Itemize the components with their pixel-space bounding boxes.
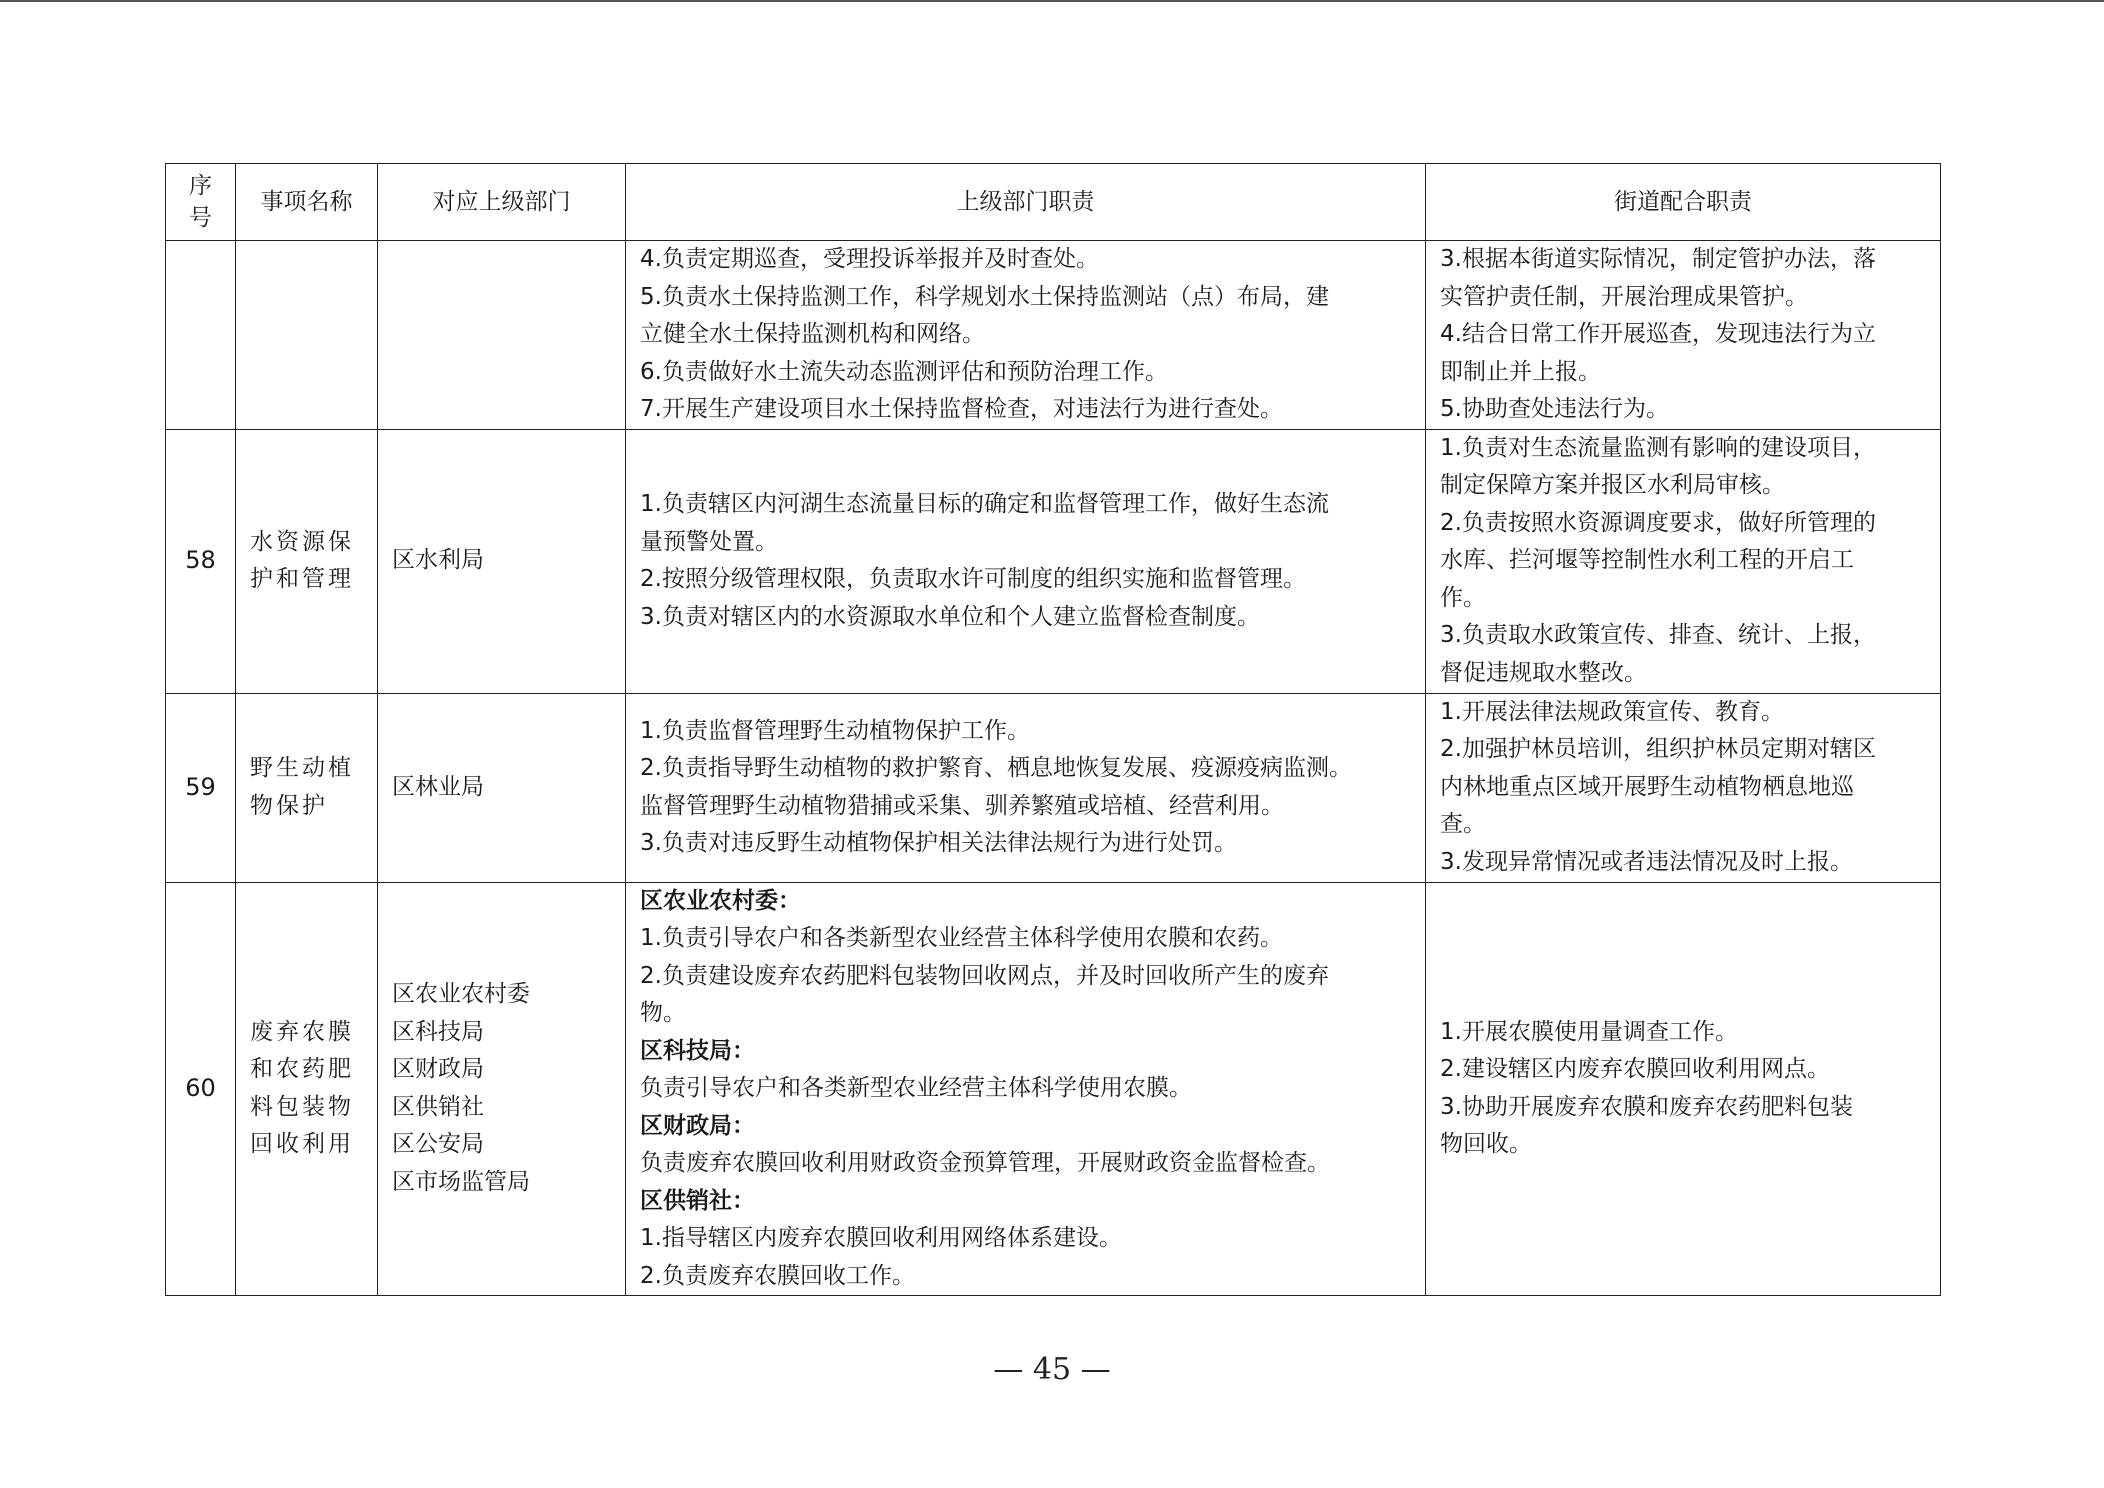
cell-dept (378, 241, 626, 430)
header-seq (166, 164, 236, 241)
table-row (166, 882, 1941, 1296)
cell-street-duty (1426, 693, 1941, 882)
item-name-line: 物保护 (250, 792, 328, 819)
duty-line: 督促违规取水整改。 (1440, 659, 1647, 686)
duty-line: 2.负责废弃农膜回收工作。 (640, 1262, 915, 1289)
cell-seq: 60 (166, 882, 236, 1296)
cell-street-duty (1426, 241, 1941, 430)
duty-line: 6.负责做好水土流失动态监测评估和预防治理工作。 (640, 358, 1168, 385)
dept-line: 区农业农村委 (392, 981, 530, 1008)
duty-line: 水库、拦河堰等控制性水利工程的开启工 (1440, 547, 1854, 574)
duty-line: 1.负责对生态流量监测有影响的建设项目， (1440, 434, 1876, 461)
dept-line: 区市场监管局 (392, 1168, 530, 1195)
duty-line: 作。 (1440, 584, 1486, 611)
item-name-line: 废弃农膜 (250, 1018, 354, 1045)
header-seq-line2: 号 (189, 205, 212, 231)
item-name-line: 回收利用 (250, 1131, 354, 1158)
duty-line: 3.负责对违反野生动植物保护相关法律法规行为进行处罚。 (640, 830, 1237, 856)
duty-line: 监督管理野生动植物猎捕或采集、驯养繁殖或培植、经营利用。 (640, 792, 1284, 819)
duty-line: 物回收。 (1440, 1131, 1532, 1158)
duty-line: 量预警处置。 (640, 528, 778, 555)
duty-line: 1.开展农膜使用量调查工作。 (1440, 1018, 1738, 1045)
cell-seq: 58 (166, 429, 236, 693)
duty-line: 1.负责辖区内河湖生态流量目标的确定和监督管理工作，做好生态流 (640, 491, 1329, 517)
duty-line: 7.开展生产建设项目水土保持监督检查，对违法行为进行查处。 (640, 396, 1283, 422)
cell-item-name (236, 429, 378, 693)
duty-line: 1.指导辖区内废弃农膜回收利用网络体系建设。 (640, 1225, 1122, 1251)
item-name-line: 野生动植 (250, 755, 354, 781)
dept-line: 区财政局 (392, 1056, 484, 1083)
duty-line: 2.加强护林员培训，组织护林员定期对辖区 (1440, 736, 1876, 763)
duty-line: 内林地重点区域开展野生动植物栖息地巡 (1440, 773, 1854, 800)
duty-line: 即制止并上报。 (1440, 358, 1601, 385)
duty-line: 负责引导农户和各类新型农业经营主体科学使用农膜。 (640, 1075, 1192, 1101)
table-header-row (166, 164, 1941, 241)
duty-line: 4.负责定期巡查，受理投诉举报并及时查处。 (640, 246, 1099, 272)
dept-line: 区供销社 (392, 1093, 484, 1120)
cell-item-name (236, 882, 378, 1296)
cell-dept (378, 882, 626, 1296)
dept-heading: 区财政局： (640, 1112, 755, 1139)
table-row (166, 429, 1941, 693)
cell-item-name (236, 693, 378, 882)
cell-upper-duty (626, 693, 1426, 882)
duty-line: 3.发现异常情况或者违法情况及时上报。 (1440, 848, 1853, 875)
cell-item-name (236, 241, 378, 430)
duty-line: 制定保障方案并报区水利局审核。 (1440, 472, 1785, 499)
duty-line: 3.根据本街道实际情况，制定管护办法，落 (1440, 246, 1876, 272)
dept-line: 区公安局 (392, 1131, 484, 1158)
duty-line: 2.负责按照水资源调度要求，做好所管理的 (1440, 509, 1876, 536)
duty-line: 3.负责取水政策宣传、排查、统计、上报， (1440, 622, 1876, 649)
header-street-duty: 街道配合职责 (1426, 164, 1941, 241)
duty-table (165, 163, 1941, 1296)
item-name-line: 和农药肥 (250, 1056, 354, 1083)
duty-line: 物。 (640, 1000, 686, 1026)
dept-line: 区林业局 (392, 773, 484, 800)
table-row (166, 693, 1941, 882)
dept-heading: 区农业农村委： (640, 887, 801, 914)
header-upper-duty: 上级部门职责 (626, 164, 1426, 241)
page-top-border (0, 0, 2104, 2)
duty-line: 负责废弃农膜回收利用财政资金预算管理，开展财政资金监督检查。 (640, 1150, 1330, 1176)
duty-line: 5.协助查处违法行为。 (1440, 396, 1669, 422)
item-name-line: 护和管理 (250, 566, 354, 592)
header-name: 事项名称 (236, 164, 378, 241)
duty-line: 2.负责指导野生动植物的救护繁育、栖息地恢复发展、疫源疫病监测。 (640, 755, 1352, 781)
duty-line: 1.负责监督管理野生动植物保护工作。 (640, 717, 1030, 744)
duty-line: 1.负责引导农户和各类新型农业经营主体科学使用农膜和农药。 (640, 925, 1283, 951)
table-row-continued (166, 241, 1941, 430)
duty-line: 2.负责建设废弃农药肥料包装物回收网点，并及时回收所产生的废弃 (640, 962, 1329, 989)
duty-line: 1.开展法律法规政策宣传、教育。 (1440, 698, 1784, 725)
duty-line: 实管护责任制，开展治理成果管护。 (1440, 283, 1808, 310)
dept-line: 区水利局 (392, 547, 484, 574)
cell-dept (378, 693, 626, 882)
duty-line: 4.结合日常工作开展巡查，发现违法行为立 (1440, 321, 1876, 347)
cell-upper-duty (626, 882, 1426, 1296)
cell-upper-duty (626, 241, 1426, 430)
header-dept: 对应上级部门 (378, 164, 626, 241)
dept-heading: 区供销社： (640, 1187, 755, 1214)
duty-line: 2.按照分级管理权限，负责取水许可制度的组织实施和监督管理。 (640, 566, 1306, 592)
header-seq-line1: 序 (189, 173, 212, 199)
duty-line: 5.负责水土保持监测工作，科学规划水土保持监测站（点）布局，建 (640, 283, 1329, 310)
cell-dept (378, 429, 626, 693)
duty-line: 查。 (1440, 811, 1486, 838)
cell-seq (166, 241, 236, 430)
duty-line: 3.负责对辖区内的水资源取水单位和个人建立监督检查制度。 (640, 603, 1260, 630)
cell-upper-duty (626, 429, 1426, 693)
duty-line: 3.协助开展废弃农膜和废弃农药肥料包装 (1440, 1093, 1853, 1120)
page-number: — 45 — (993, 1352, 1111, 1387)
cell-seq: 59 (166, 693, 236, 882)
item-name-line: 料包装物 (250, 1093, 354, 1120)
cell-street-duty (1426, 429, 1941, 693)
duty-line: 2.建设辖区内废弃农膜回收利用网点。 (1440, 1056, 1830, 1083)
cell-street-duty (1426, 882, 1941, 1296)
item-name-line: 水资源保 (250, 528, 354, 555)
duty-line: 立健全水土保持监测机构和网络。 (640, 321, 985, 347)
dept-heading: 区科技局： (640, 1037, 755, 1064)
dept-line: 区科技局 (392, 1018, 484, 1045)
